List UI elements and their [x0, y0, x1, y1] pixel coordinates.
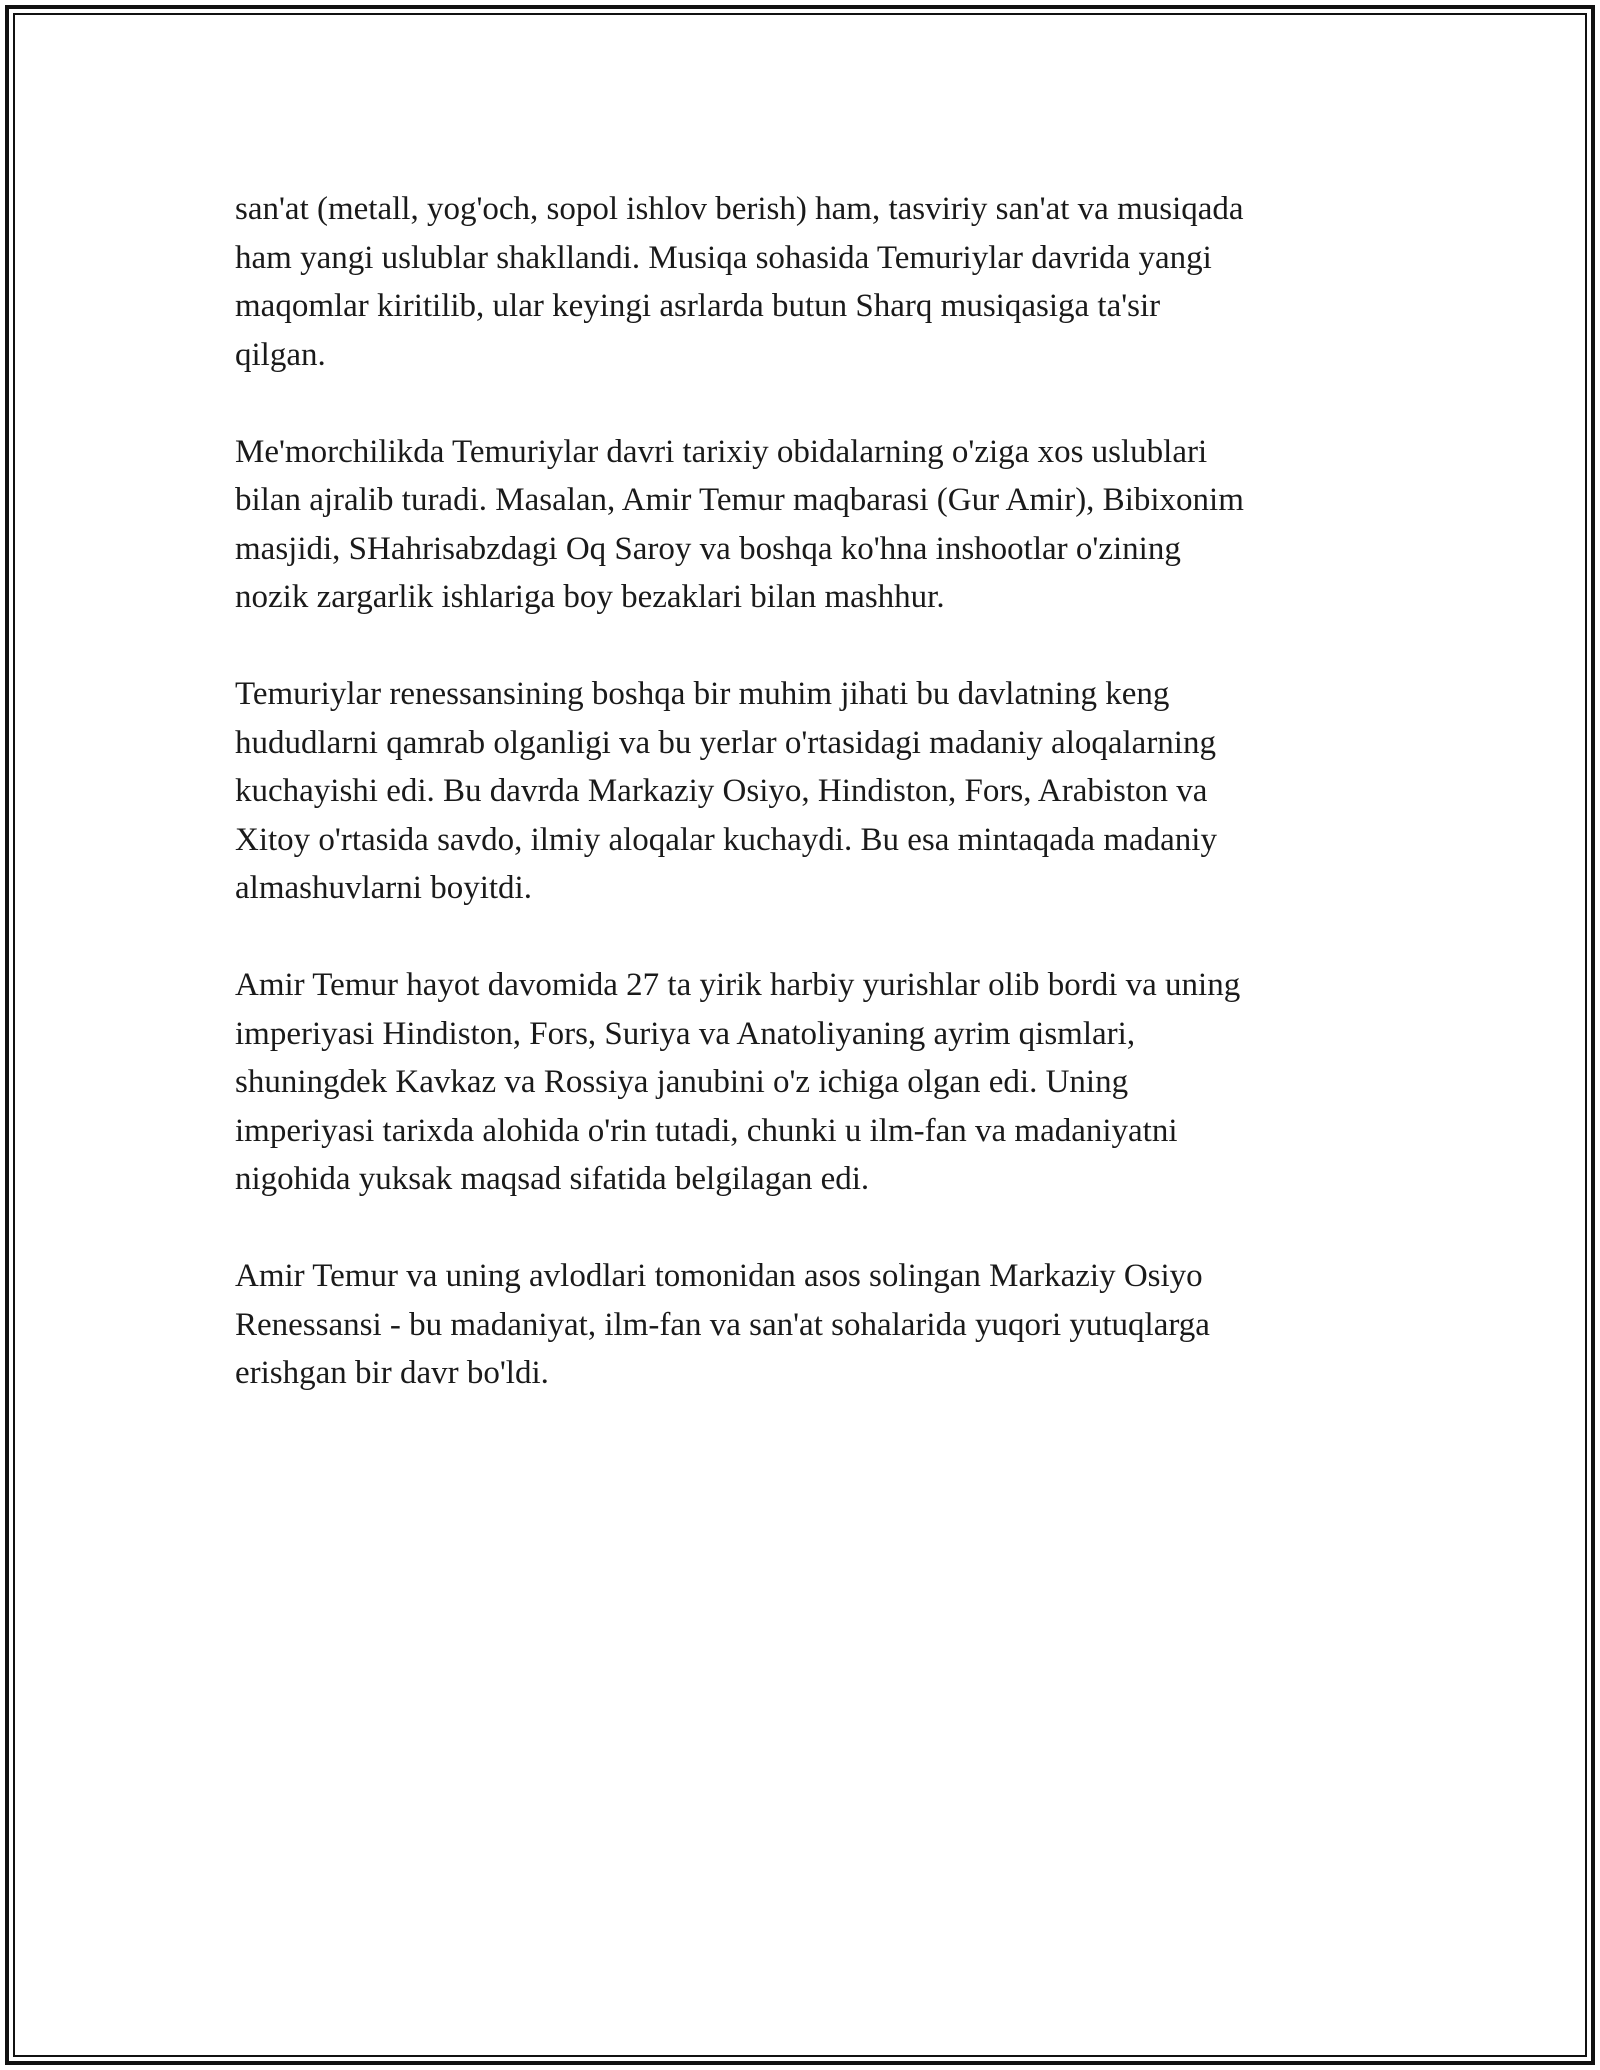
text-line: ham yangi uslublar shakllandi. Musiqa sohasida Temuriylar davrida yangi — [235, 239, 1212, 276]
text-line: nigohida yuksak maqsad sifatida belgilagan edi. — [235, 1161, 870, 1197]
text-line: almashuvlarni boyitdi. — [235, 870, 532, 906]
text-line: Amir Temur hayot davomida 27 ta yirik harbiy yurishlar olib bordi va uning — [235, 967, 1241, 1003]
text-line: shuningdek Kavkaz va Rossiya janubini o'z ichiga olgan edi. Uning — [235, 1064, 1129, 1100]
text-line: hududlarni qamrab olganligi va bu yerlar o'rtasidagi madaniy aloqalarning — [235, 724, 1216, 761]
paragraph-arts-music — [235, 185, 1375, 379]
paragraph-campaigns — [235, 961, 1375, 1204]
paragraph-cultural-ties — [235, 670, 1375, 913]
text-line: san'at (metall, yog'och, sopol ishlov berish) ham, tasviriy san'at va musiqada — [235, 191, 1244, 227]
paragraph-architecture — [235, 428, 1375, 622]
text-line: Xitoy o'rtasida savdo, ilmiy aloqalar kuchaydi. Bu esa mintaqada madaniy — [235, 821, 1217, 858]
text-line: imperiyasi tarixda alohida o'rin tutadi, chunki u ilm-fan va madaniyatni — [235, 1112, 1178, 1149]
text-line: bilan ajralib turadi. Masalan, Amir Temur maqbarasi (Gur Amir), Bibixonim — [235, 482, 1244, 518]
paragraph-renaissance — [235, 1252, 1375, 1398]
text-line: Me'morchilikda Temuriylar davri tarixiy obidalarning o'ziga xos uslublari — [235, 433, 1208, 470]
text-line: masjidi, SHahrisabzdagi Oq Saroy va boshqa ko'hna inshootlar o'zining — [235, 530, 1181, 567]
document-body — [235, 185, 1375, 1446]
text-line: maqomlar kiritilib, ular keyingi asrlarda butun Sharq musiqasiga ta'sir — [235, 288, 1161, 324]
text-line: nozik zargarlik ishlariga boy bezaklari bilan mashhur. — [235, 579, 945, 615]
text-line: imperiyasi Hindiston, Fors, Suriya va Anatoliyaning ayrim qismlari, — [235, 1015, 1136, 1052]
text-line: erishgan bir davr bo'ldi. — [235, 1355, 549, 1391]
text-line: qilgan. — [235, 336, 326, 373]
text-line: Renessansi - bu madaniyat, ilm-fan va san'at sohalarida yuqori yutuqlarga — [235, 1306, 1210, 1343]
text-line: kuchayishi edi. Bu davrda Markaziy Osiyo, Hindiston, Fors, Arabiston va — [235, 773, 1208, 809]
text-line: Temuriylar renessansining boshqa bir muhim jihati bu davlatning keng — [235, 676, 1170, 712]
text-line: Amir Temur va uning avlodlari tomonidan asos solingan Markaziy Osiyo — [235, 1258, 1203, 1294]
